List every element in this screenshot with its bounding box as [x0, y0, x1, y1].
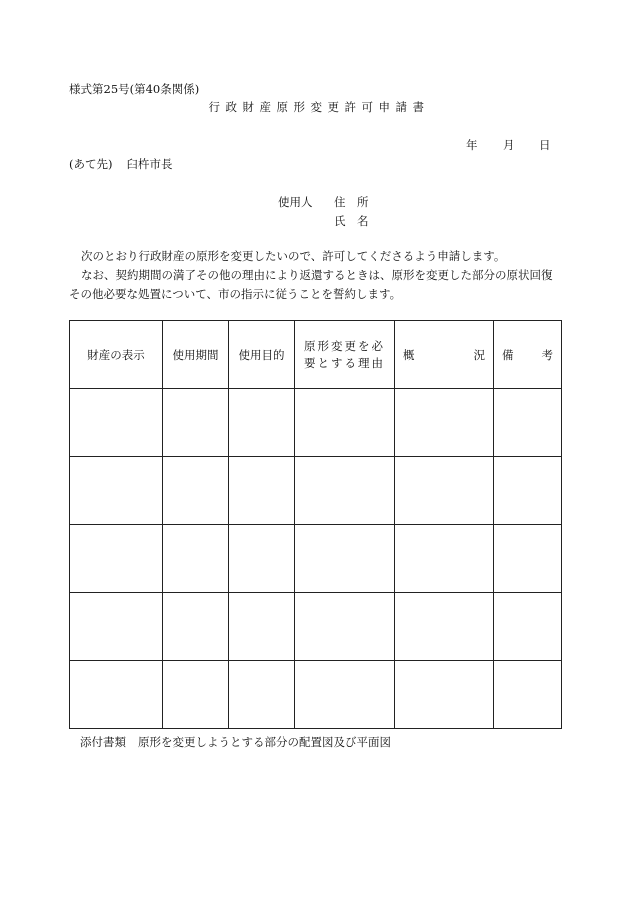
header-purpose: 使用目的 [229, 321, 295, 389]
month-label: 月 [503, 138, 515, 152]
table-cell[interactable] [295, 457, 395, 525]
body-paragraph-1: 次のとおり行政財産の原形を変更したいので、許可してくださるよう申請します。 [81, 249, 506, 263]
table-cell[interactable] [494, 389, 562, 457]
table-cell[interactable] [295, 389, 395, 457]
table-cell[interactable] [229, 457, 295, 525]
attachments-label: 添付書類 [80, 735, 126, 749]
table-cell[interactable] [229, 593, 295, 661]
table-cell[interactable] [494, 661, 562, 729]
table-cell[interactable] [163, 457, 229, 525]
year-label: 年 [466, 138, 478, 152]
table-cell[interactable] [70, 661, 163, 729]
address-label: 住 所 [334, 195, 369, 209]
table-row [70, 593, 562, 661]
table-row [70, 525, 562, 593]
table-cell[interactable] [494, 593, 562, 661]
body-text [69, 247, 561, 304]
day-label: 日 [539, 138, 551, 152]
addressee-name: 臼杵市長 [126, 157, 173, 171]
body-paragraph-2-line-2: その他必要な処置について、市の指示に従うことを誓約します。 [69, 287, 402, 301]
table-cell[interactable] [395, 525, 494, 593]
table-cell[interactable] [295, 593, 395, 661]
attachments [80, 734, 391, 750]
table-cell[interactable] [70, 389, 163, 457]
attachments-text: 原形を変更しようとする部分の配置図及び平面図 [138, 735, 391, 749]
addressee-label: (あて先) [69, 157, 113, 171]
table-cell[interactable] [229, 389, 295, 457]
header-remarks [494, 321, 562, 389]
table-cell[interactable] [163, 389, 229, 457]
header-property: 財産の表示 [70, 321, 163, 389]
document-title: 行政財産原形変更許可申請書 [208, 100, 430, 114]
header-status-b: 況 [473, 347, 485, 362]
table-cell[interactable] [70, 525, 163, 593]
header-status-a: 概 [403, 347, 415, 362]
applicant-block [278, 193, 369, 231]
header-period: 使用期間 [163, 321, 229, 389]
table-cell[interactable] [395, 661, 494, 729]
usage-table [69, 320, 562, 729]
form-number: 様式第25号(第40条関係) [69, 82, 200, 96]
table-cell[interactable] [494, 525, 562, 593]
table-cell[interactable] [295, 525, 395, 593]
table-cell[interactable] [70, 457, 163, 525]
table-cell[interactable] [395, 389, 494, 457]
table-row [70, 457, 562, 525]
body-paragraph-2-line-1: なお、契約期間の満了その他の理由により返還するときは、原形を変更した部分の原状回復 [81, 268, 553, 282]
table-cell[interactable] [494, 457, 562, 525]
name-label: 氏 名 [334, 214, 369, 228]
table-row [70, 661, 562, 729]
table-header-row [70, 321, 562, 389]
applicant-lead: 使用人 [278, 195, 313, 209]
table-cell[interactable] [163, 525, 229, 593]
table-cell[interactable] [295, 661, 395, 729]
table-cell[interactable] [395, 593, 494, 661]
header-status [395, 321, 494, 389]
header-remarks-b: 考 [541, 347, 553, 362]
table-cell[interactable] [70, 593, 163, 661]
date-line [466, 137, 551, 153]
header-reason-line-2: 要とする理由 [304, 355, 385, 370]
table-cell[interactable] [229, 525, 295, 593]
header-remarks-a: 備 [502, 347, 514, 362]
table-cell[interactable] [229, 661, 295, 729]
table-cell[interactable] [163, 593, 229, 661]
table-cell[interactable] [395, 457, 494, 525]
table-cell[interactable] [163, 661, 229, 729]
addressee [69, 156, 172, 172]
header-reason [295, 321, 395, 389]
header-reason-line-1: 原形変更を必 [304, 338, 385, 353]
table-row [70, 389, 562, 457]
